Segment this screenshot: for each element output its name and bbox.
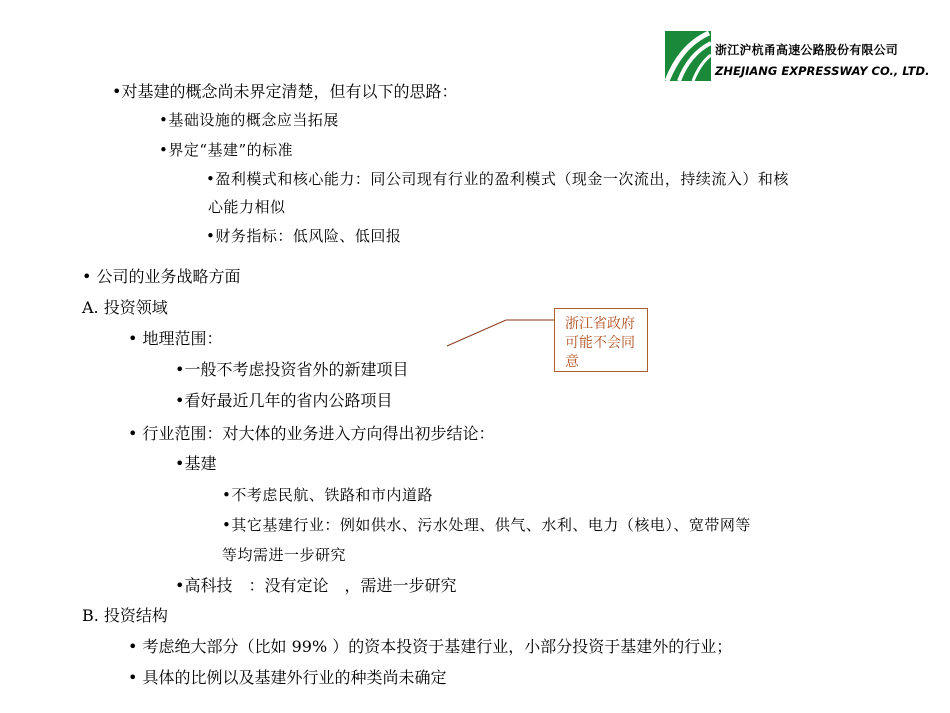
callout-note [554,308,648,372]
heading-investment-structure: B. 投资结构 [82,606,168,625]
bullet-infrastructure-concept: •对基建的概念尚未界定清楚，但有以下的思路： [112,82,458,101]
bullet-infrastructure: •基建 [175,454,217,473]
bullet-other-infrastructure: •其它基建行业：例如供水、污水处理、供气、水利、电力（核电）、宽带网等 [222,516,751,534]
bullet-define-criteria: •界定“基建”的标准 [159,141,294,159]
bullet-in-province-roads: •看好最近几年的省内公路项目 [175,391,393,410]
bullet-geographic-scope: • 地理范围： [128,329,223,348]
bullet-exclude-aviation-rail: •不考虑民航、铁路和市内道路 [222,486,433,504]
bullet-industry-scope: • 行业范围：对大体的业务进入方向得出初步结论： [128,424,495,443]
bullet-expand-concept: •基础设施的概念应当拓展 [159,111,339,129]
bullet-profit-model-cont: 心能力相似 [208,198,286,216]
bullet-ratio-undetermined: • 具体的比例以及基建外行业的种类尚未确定 [128,668,447,687]
bullet-financial-indicators: •财务指标：低风险、低回报 [206,227,402,245]
section-business-strategy: • 公司的业务战略方面 [82,267,241,286]
bullet-high-tech: •高科技 ：没有定论 ，需进一步研究 [175,576,457,595]
bullet-profit-model: •盈利模式和核心能力：同公司现有行业的盈利模式（现金一次流出，持续流入）和核 [206,170,789,188]
heading-investment-area: A. 投资领域 [82,298,168,317]
company-name-en: ZHEJIANG EXPRESSWAY CO., LTD. [715,64,930,78]
company-name-cn: 浙江沪杭甬高速公路股份有限公司 [715,43,899,57]
bullet-capital-allocation: • 考虑绝大部分（比如 99% ）的资本投资于基建行业，小部分投资于基建外的行业； [128,637,733,656]
expressway-logo-icon [665,31,711,81]
bullet-no-out-of-province: •一般不考虑投资省外的新建项目 [175,360,409,379]
callout-text: 浙江省政府可能不会同意 [565,316,635,370]
bullet-other-infrastructure-cont: 等均需进一步研究 [222,546,347,564]
company-logo [665,31,930,81]
